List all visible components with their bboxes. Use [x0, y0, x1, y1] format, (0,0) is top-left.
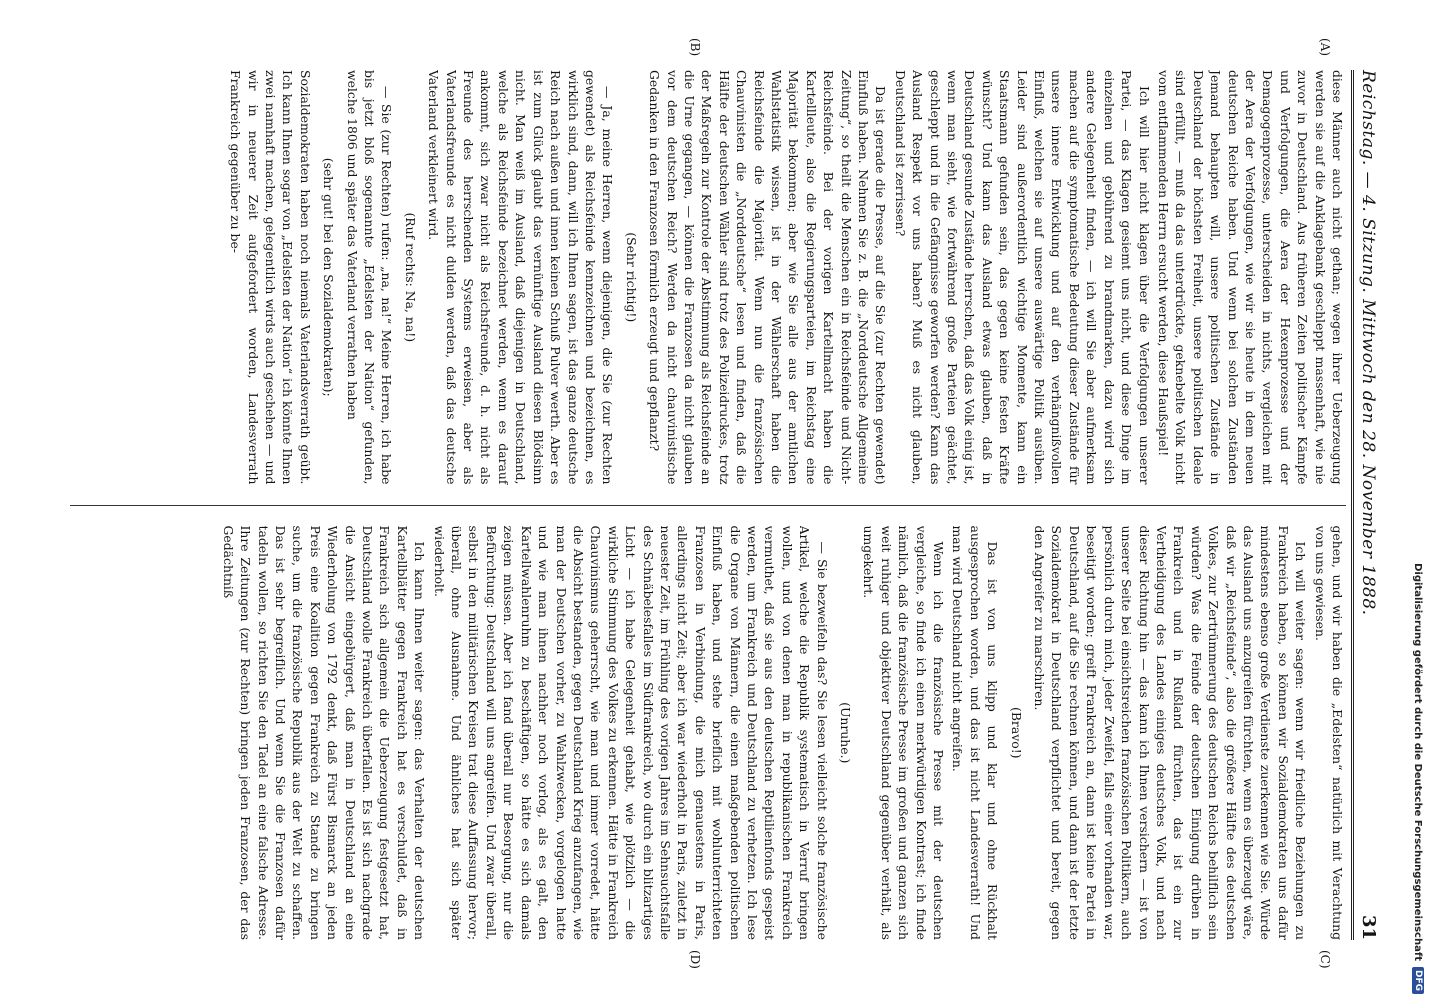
interjection: (Ruf rechts: Na, na!)	[402, 212, 418, 343]
interjection: (Sehr richtig!)	[623, 232, 639, 323]
interjection: (sehr gut! bei den Sozialdemokraten);	[321, 157, 337, 397]
funding-text: Digitalisierung gefördert durch die Deutsche Forschungsgemeinschaft	[1412, 563, 1424, 961]
page-title: Reichstag. — 4. Sitzung. Mittwoch den 28. November 1888.	[1358, 70, 1378, 616]
interjection: (Unruhe.)	[838, 702, 854, 764]
margin-marker-a: (A)	[1318, 38, 1332, 57]
paragraph: — Sie bezweifeln das? Sie lesen vielleicht solche französische Artikel, welche die Republik systematisch in Verruf bringen wollen, und von denen man in republikanischen Frankreich vermuthet, daß sie aus den deutschen Reptilienfonds gespeist werden, um Frankreich und Deutschland zu verhetzen. Ich lese die Organe von Männern, die einen maßgebenden politischen Einfluß haben, und stehe brieflich mit wohlunterrichteten Franzosen in Verbindung, die mich genauestens in Paris, allerdings nicht Zeit; aber ich war wiederholt in Paris, zuletzt in neuester Zeit, im Frühling des vorigen Jahres im Sehnsuchtsfalle des Schnäbelesfalles im Südfrankreich, wo durch ein blitzartiges Licht — ich habe Gelegenheit gehabt, wie plötzlich — die wirkliche Stimmung des Volkes zu erkennen. Hätte in Frankreich Chauvinismus geherrscht, wie man und immer vorredet, hätte die Absicht bestanden, gegen Deutschland Krieg anzufangen, wie man der Deutschen vorher, zu Wahlzwecken, vorgelogen hatte und wie man ihnen nachher noch vorlog, als es galt, den Kartellwahlenruhm zu beschäftigen, so hätte es sich damals zeigen müssen. Aber ich fand überall nur Besorgung, nur die Befürchtung: Deutschland will uns angreifen. Und zwar überall, selbst in den militärischen Kreisen trat diese Auffassung hervor; überall, ohne Ausnahme. Und ähnliches hat sich später wiederholt.	[431, 525, 830, 940]
interjection: (Bravo!)	[1008, 706, 1024, 759]
paragraph: Ich will weiter sagen: wenn wir friedliche Beziehungen zu Frankreich haben, so können wir Sozialdemokraten uns dafür mindestens ebenso große Verdienste zuerkennen wie Sie. Würde das Ausland uns anzugreifen fürchten, wenn es überzeugt wäre, daß wir „Reichsfeinde“, also die größere Hälfte des deutschen Volkes, zur Zertrümmerung des deutschen Reichs behilflich sein würden? Was die Feinde der deutschen Einigung drüben in Frankreich und in Rußland fürchten, das ist ein zur Vertheidigung des Landes einiges deutsches Volk, und nach dieser Richtung hin — das kann ich Ihnen versichern — ist von unserer Seite bei einsichtsreichen französischen Politikern, auch persönlich durch mich, jeder Zweifel, falls einer vorhanden war, beseitigt worden; greift Frankreich an, dann ist keine Partei in Deutschland, auf die Sie rechnen können, und dann ist der letzte Sozialdemokrat in Deutschland verpflichtet und bereit, gegen den Angreifer zu marschiren.	[1032, 525, 1309, 940]
column-right	[70, 526, 1346, 941]
column-left	[70, 70, 1346, 485]
paragraph: Ich will hier nicht klagen über die Verfolgungen unserer Partei, — das Klagen gesiemt uns nicht, und diese Dinge im einzelnen und gebührend zu brandmarken, dazu wird sich andere Gelegenheit finden, — ich will Sie aber aufmerksam machen auf die symptomatische Bedeutung dieser Zustände für unsere innere Entwicklung und auf den verhängnißvollen Einfluß, welchen sie auf unsere auswärtige Politik ausüben. Leider sind außerordentlich wichtige Momente, kann ein Staatsmann gefunden sein, das gegen keine festen Kräfte wünscht? Und kann das Ausland etwas glauben, daß in Deutschland gesunde Zustände herrschen, daß das Volk einig ist, wenn man sieht, wie fortwährend große Parteien geächtet, geschleppt und in die Gefängnisse geworfen werden? Kann das Ausland Respekt vor uns haben? Muß es nicht glauben, Deutschland ist zerrissen?	[892, 70, 1152, 485]
paragraph: — Sie (zur Rechten) rufen: „na, na!“ Meine Herren, ich habe bis jetzt bloß sogenannte „Edelsten der Nation“ gefunden, welche 1806 und später das Vaterland verrathen haben	[344, 70, 395, 485]
margin-marker-c: (C)	[1318, 950, 1332, 969]
paragraph: Das ist von uns klipp und klar und ohne Rückhalt ausgesprochen worden, und das ist nicht Landesverrath! Und man wird Deutschland nicht angreifen.	[950, 525, 1001, 940]
paragraph: gehen, und wir haben die „Edelsten“ natürlich mit Verachtung von uns gewiesen.	[1312, 525, 1345, 940]
margin-marker-d: (D)	[688, 950, 702, 969]
margin-marker-b: (B)	[688, 38, 702, 57]
paragraph: diese Männer auch nicht gethan; wegen ihrer Ueberzeugung werden sie auf die Anklagebank geschleppt massenhaft, wie nie zuvor in Deutschland. Aus früheren Zeiten politischer Kämpfe und Verfolgungen, die Aera der Hexenprozesse und der Demagogenprozesse, unterscheiden in nichts, vergleichen mit der Aera der Verfolgungen, wie wir sie heute in dem neuen deutschen Reiche haben. Und wenn bei solchen Zuständen Jemand behaupten will, unsere politischen Zustände in Deutschland der höchsten Freiheit, unsere politischen Ideale sind erfüllt, — muß da das unterdrückte, geknebelte Volk nicht vom entflammenden Herrn ersucht werden, diese Haußspiel!	[1155, 70, 1345, 485]
funding-notice	[1404, 0, 1432, 1000]
column-divider	[70, 505, 1346, 506]
paragraph: Da ist gerade die Presse, auf die Sie (zur Rechten gewendet) Einfluß haben. Nehmen Sie z. B. die „Norddeutsche Allgemeine Zeitung“, so theilt die Menschen ein in Reichsfeinde und Nicht-Reichsfeinde. Bei der vorigen Kartellmacht haben die Kartellleute, also die Regierungsparteien, im Reichstag eine Majorität bekommen; aber wie Sie alle aus der amtlichen Wahlstatistik wissen, ist in der Wählerschaft haben die Reichsfeinde die Majorität. Wenn nun die französischen Chauvinisten die „Norddeutsche“ lesen und finden, daß die Hälfte der deutschen Wähler sind trotz des Polizeidruckes, trotz der Maßregeln zur Kontrole der Abstimmung als Reichsfeinde an die Urne gegangen, — können die Franzosen da nicht glauben vor dem deutschen Reich? Werden da nicht chauvinistische Gedanken in den Franzosen förmlich erzeugt und gepflanzt?	[647, 70, 889, 485]
text-columns	[70, 70, 1346, 940]
running-head	[1351, 70, 1392, 940]
paragraph: Sozialdemokraten haben noch niemals Vaterlandsverrath geübt. Ich kann Ihnen sogar von „Edelsten der Nation“ ich könnte Ihnen zwei namhaft machen, gelegentlich wirds auch geschehen — und wir in neuerer Zeit aufgefordert worden, Landesverrath Frankreich gegenüber zu be-	[228, 70, 313, 485]
paragraph: — Ja, meine Herren, wenn diejenigen, die Sie (zur Rechten gewendet) als Reichsfeinde kennzeichnen und bezeichnen, es wirklich sind, dann, will ich Ihnen sagen, ist das ganze deutsche Reich nach außen und innen keinen Schuß Pulver werth. Aber es ist zum Glück glaubt das vernünftige Ausland diesen Blödsinn nicht. Man weiß im Ausland, daß diejenigen in Deutschland, welche als Reichsfeinde bezeichnet werden, wenn es darauf ankommt, sich zwar nicht als Reichsfreunde, d. h. nicht als Freunde des herrschenden Systems erweisen, aber als Vaterlandsfreunde es nicht dulden werden, daß das deutsche Vaterland verkleinert wird.	[426, 70, 616, 485]
paragraph: Ich kann Ihnen weiter sagen: das Verhalten der deutschen Kartellblätter gegen Frankreich hat es verschuldet, daß in Frankreich sich allgemein die Ueberzeugung festgesetzt hat, Deutschland wolle Frankreich überfallen. Es ist sich nachgrade die Ansicht eingebürgert, daß man in Deutschland an eine Wiederholung von 1792 denkt, daß Fürst Bismarck an jeden Preis eine Koalition gegen Frankreich zu Stande zu bringen suche, um die französische Republik aus der Welt zu schaffen. Das ist sehr begreiflich. Und wenn Sie die Franzosen dafür tadeln wollen, so richten Sie den Tadel an eine falsche Adresse. Ihre Zeitungen (zur Rechten) bringen jeden Franzosen, der das Gedächtniß	[220, 525, 428, 940]
dfg-logo: DFG	[1412, 967, 1424, 994]
page-number: 31	[1358, 914, 1379, 940]
paragraph: Wenn ich die französische Presse mit der deutschen vergleiche, so finde ich einen merkwürdigen Kontrast; ich finde nämlich, daß die französische Presse im großen und ganzen sich weit ruhiger und objektiver Deutschland gegenüber verhält, als umgekehrt.	[861, 525, 947, 940]
